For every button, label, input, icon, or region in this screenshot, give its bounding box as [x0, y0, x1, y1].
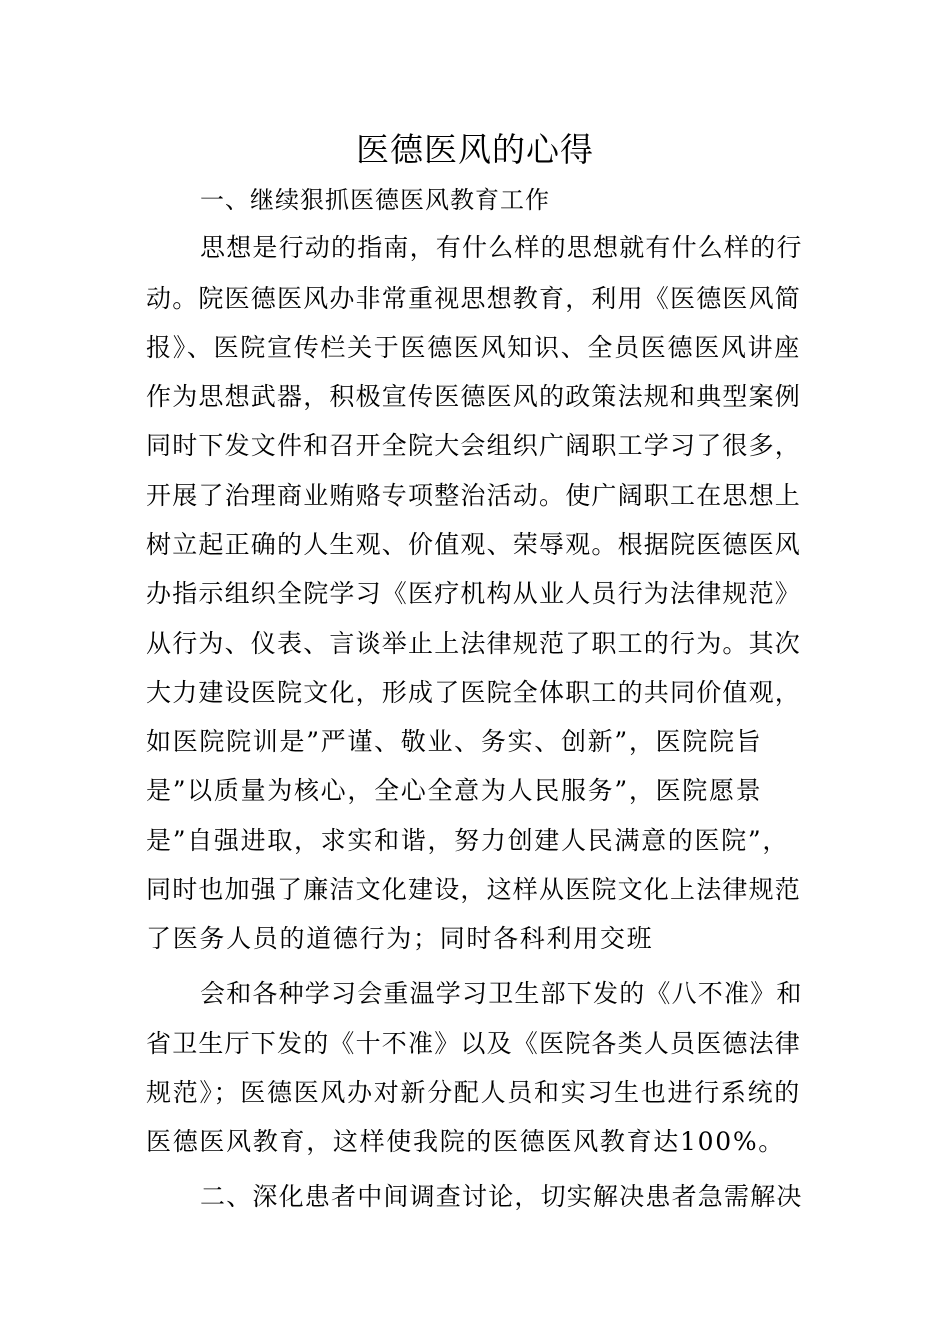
paragraph-1-line: 树立起正确的人生观、价值观、荣辱观。根据院医德医风	[146, 530, 802, 559]
paragraph-1-line: 作为思想武器，积极宣传医德医风的政策法规和典型案例	[146, 382, 802, 411]
paragraph-1-line: 了医务人员的道德行为；同时各科利用交班	[146, 924, 654, 953]
paragraph-2-line: 省卫生厅下发的《十不准》以及《医院各类人员医德法律	[146, 1029, 802, 1058]
paragraph-1-line: 思想是行动的指南，有什么样的思想就有什么样的行	[200, 233, 803, 262]
paragraph-1-line: 同时也加强了廉洁文化建设，这样从医院文化上法律规范	[146, 875, 802, 904]
document-title: 医德医风的心得	[356, 130, 594, 169]
paragraph-1-line: 是”以质量为核心，全心全意为人民服务”，医院愿景	[146, 776, 763, 805]
paragraph-1-line: 是”自强进取，求实和谐，努力创建人民满意的医院”，	[146, 826, 790, 855]
paragraph-1-line: 从行为、仪表、言谈举止上法律规范了职工的行为。其次	[146, 629, 802, 658]
paragraph-2-line: 会和各种学习会重温学习卫生部下发的《八不准》和	[200, 979, 803, 1008]
section-heading-1: 一、继续狠抓医德医风教育工作	[200, 186, 550, 214]
section-heading-2: 二、深化患者中间调查讨论，切实解决患者急需解决	[200, 1182, 803, 1211]
paragraph-1-line: 动。院医德医风办非常重视思想教育，利用《医德医风简	[146, 284, 802, 313]
paragraph-2-line: 规范》；医德医风办对新分配人员和实习生也进行系统的	[146, 1078, 802, 1107]
paragraph-1-line: 办指示组织全院学习《医疗机构从业人员行为法律规范》	[146, 579, 802, 608]
paragraph-2-line: 医德医风教育，这样使我院的医德医风教育达100%。	[146, 1127, 785, 1156]
paragraph-1-line: 同时下发文件和召开全院大会组织广阔职工学习了很多，	[146, 431, 802, 460]
paragraph-1-line: 报》、医院宣传栏关于医德医风知识、全员医德医风讲座	[146, 333, 802, 362]
paragraph-1-line: 如医院院训是”严谨、敬业、务实、创新”，医院院旨	[146, 727, 763, 756]
paragraph-1-line: 大力建设医院文化，形成了医院全体职工的共同价值观，	[146, 678, 802, 707]
paragraph-1-line: 开展了治理商业贿赂专项整治活动。使广阔职工在思想上	[146, 481, 802, 510]
